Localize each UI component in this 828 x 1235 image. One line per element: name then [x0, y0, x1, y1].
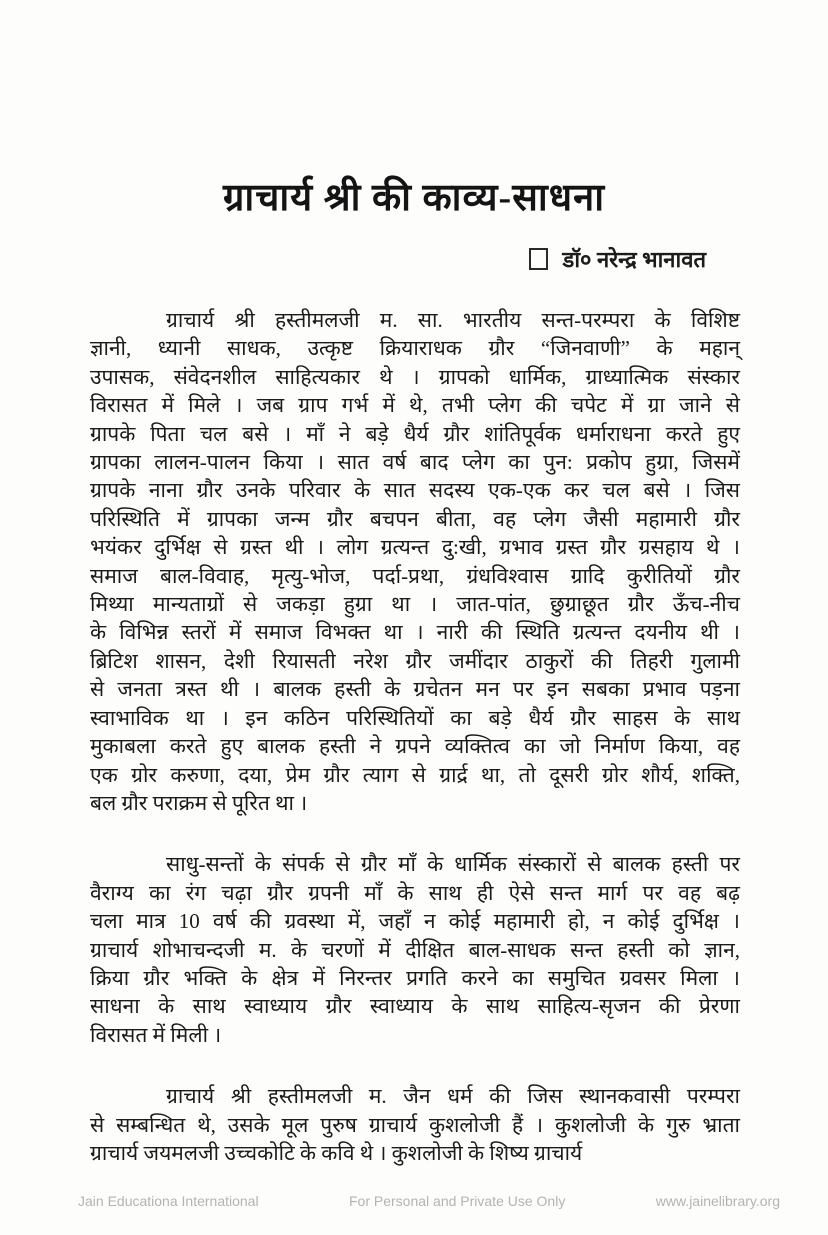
text-line: से जनता त्रस्त थी । बालक हस्ती के ग्रचेतन मन पर इन सबका प्रभाव पड़ना	[90, 677, 740, 702]
paragraph	[90, 306, 740, 817]
square-bullet-icon	[529, 248, 548, 270]
text-line: साधु-सन्तों के संपर्क से ग्रौर माँ के धार्मिक संस्कारों से बालक हस्ती पर	[166, 852, 740, 877]
text-line: समाज बाल-विवाह, मृत्यु-भोज, पर्दा-प्रथा, ग्रंधविश्वास ग्रादि कुरीतियों ग्रौर	[90, 563, 740, 588]
text-line: ब्रिटिश शासन, देशी रियासती नरेश ग्रौर जमींदार ठाकुरों की तिहरी गुलामी	[90, 648, 740, 673]
text-line: एक ग्रोर करुणा, दया, प्रेम ग्रौर त्याग से ग्रार्द्र था, तो दूसरी ग्रोर शौर्य, शक्ति,	[90, 762, 740, 787]
text-line: ग्राचार्य श्री हस्तीमलजी म. सा. भारतीय सन्त-परम्परा के विशिष्ट	[166, 308, 740, 332]
text-line: ग्रापका लालन-पालन किया । सात वर्ष बाद प्लेग का पुन: प्रकोप हुग्रा, जिसमें	[90, 450, 740, 475]
text-line: चला मात्र 10 वर्ष की ग्रवस्था में, जहाँ न कोई महामारी हो, न कोई दुर्भिक्ष ।	[90, 909, 740, 934]
text-line: वैराग्य का रंग चढ़ा ग्रौर ग्रपनी माँ के साथ ही ऐसे सन्त मार्ग पर वह बढ़	[90, 880, 740, 905]
text-line: साधना के साथ स्वाध्याय ग्रौर स्वाध्याय के साथ साहित्य-सृजन की प्रेरणा	[90, 994, 740, 1019]
author-name: डॉ० नरेन्द्र भानावत	[562, 247, 706, 272]
text-line: भयंकर दुर्भिक्ष से ग्रस्त थी । लोग ग्रत्यन्त दु:खी, ग्रभाव ग्रस्त ग्रौर ग्रसहाय थे ।	[90, 535, 740, 560]
footer-usage-note: For Personal and Private Use Only	[349, 1193, 566, 1209]
text-line: के विभिन्न स्तरों में समाज विभक्त था । नारी की स्थिति ग्रत्यन्त दयनीय थी ।	[90, 620, 740, 645]
body-text	[90, 306, 740, 1167]
paragraph	[90, 850, 740, 1049]
text-line: ग्राचार्य जयमलजी उच्चकोटि के कवि थे । कुशलोजी के शिष्य ग्राचार्य	[90, 1140, 583, 1165]
footer	[0, 1193, 828, 1209]
text-line: विरासत में मिले । जब ग्राप गर्भ में थे, तभी प्लेग की चपेट में ग्रा जाने से	[90, 393, 740, 418]
page-title: ग्राचार्य श्री की काव्य-साधना	[222, 177, 606, 219]
text-line: ग्राचार्य श्री हस्तीमलजी म. जैन धर्म की जिस स्थानकवासी परम्परा	[166, 1084, 740, 1109]
byline	[0, 244, 706, 274]
footer-publisher: Jain Educationa International	[78, 1193, 259, 1209]
text-line: से सम्बन्धित थे, उसके मूल पुरुष ग्राचार्य कुशलोजी हैं । कुशलोजी के गुरु भ्राता	[90, 1112, 740, 1137]
text-line: क्रिया ग्रौर भक्ति के क्षेत्र में निरन्तर प्रगति करने का समुचित ग्रवसर मिला ।	[90, 965, 740, 990]
footer-website: www.jainelibrary.org	[655, 1193, 780, 1209]
text-line: बल ग्रौर पराक्रम से पूरित था ।	[90, 790, 308, 815]
text-line: मिथ्या मान्यताग्रों से जकड़ा हुग्रा था । जात-पांत, छुग्राछूत ग्रौर ऊँच-नीच	[90, 592, 740, 617]
text-line: ग्राचार्य शोभाचन्दजी म. के चरणों में दीक्षित बाल-साधक सन्त हस्ती को ज्ञान,	[90, 937, 740, 962]
paragraph	[90, 1082, 740, 1167]
text-line: ज्ञानी, ध्यानी साधक, उत्कृष्ट क्रियाराधक ग्रौर “जिनवाणी” के महान्	[90, 336, 740, 361]
text-line: मुकाबला करते हुए बालक हस्ती ने ग्रपने व्यक्तित्व का जो निर्माण किया, वह	[90, 734, 740, 759]
text-line: उपासक, संवेदनशील साहित्यकार थे । ग्रापको धार्मिक, ग्राध्यात्मिक संस्कार	[90, 364, 740, 389]
text-line: परिस्थिति में ग्रापका जन्म ग्रौर बचपन बीता, वह प्लेग जैसी महामारी ग्रौर	[90, 506, 740, 531]
text-line: विरासत में मिली ।	[90, 1022, 222, 1047]
text-line: ग्रापके पिता चल बसे । माँ ने बड़े धैर्य ग्रौर शांतिपूर्वक धर्माराधना करते हुए	[90, 421, 740, 446]
text-line: ग्रापके नाना ग्रौर उनके परिवार के सात सदस्य एक-एक कर चल बसे । जिस	[90, 478, 740, 503]
text-line: स्वाभाविक था । इन कठिन परिस्थितियों का बड़े धैर्य ग्रौर साहस के साथ	[90, 705, 740, 730]
